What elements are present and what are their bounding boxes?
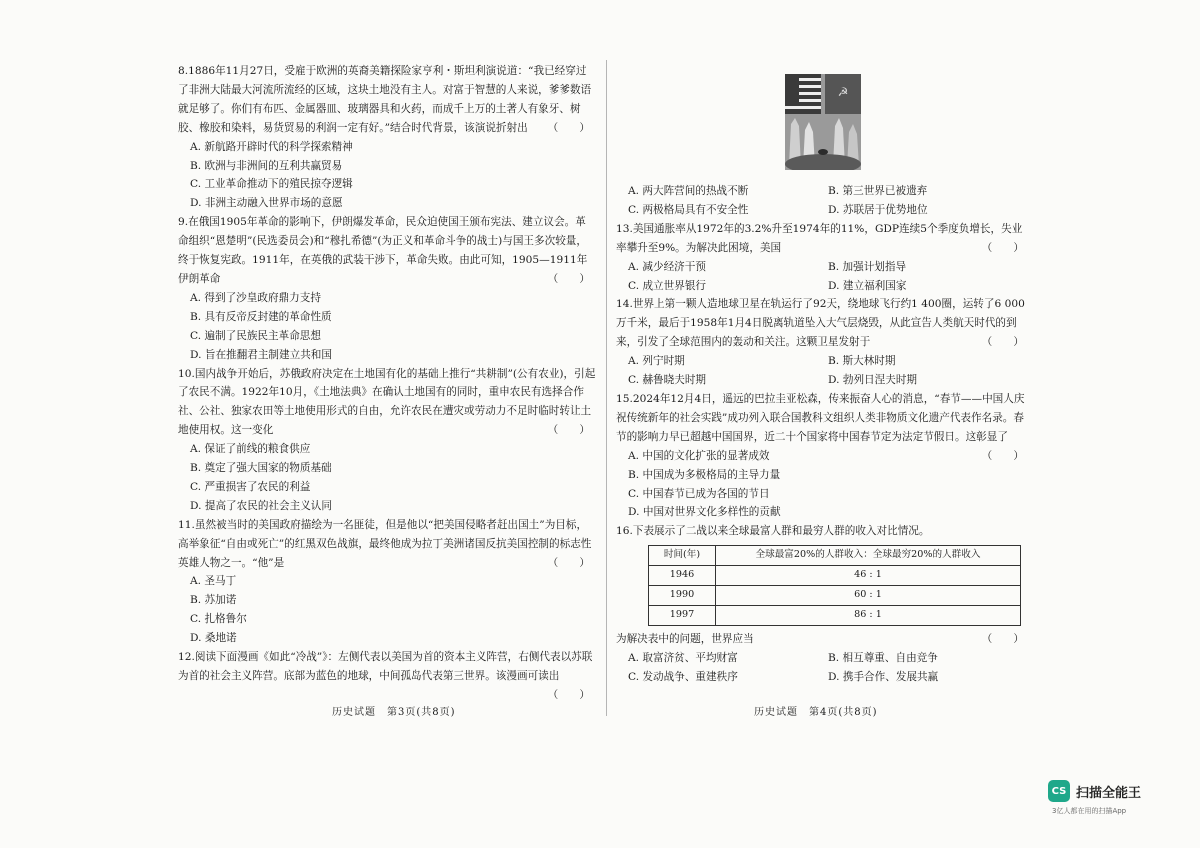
option: D. 苏联居于优势地位	[828, 203, 928, 216]
question-12-options-row1	[616, 182, 1030, 201]
option: B. 斯大林时期	[828, 355, 896, 368]
right-page-footer: 历史试题 第4页(共8页)	[754, 707, 878, 718]
table-header: 时间(年)	[649, 546, 716, 566]
option: C. 遍制了民族民主革命思想	[190, 329, 321, 342]
question-13: 13.美国通胀率从1972年的3.2%升至1974年的11%，GDP连续5个季度负增长，失业率攀升至9%。为解决此困境，美国 （ ） A. 减少经济干预 B. 加强计划指导 C. 成立世界银行 D. 建立福利国家	[616, 220, 1030, 296]
income-ratio-table	[648, 545, 1021, 626]
option: C. 成立世界银行	[628, 279, 707, 292]
table-cell: 1946	[649, 566, 716, 586]
option: A. 圣马丁	[190, 575, 237, 588]
question-16: 16.下表展示了二战以来全球最富人群和最穷人群的收入对比情况。 时间(年) 全球最富20%的人群收入：全球最穷20%的人群收入 1946 46 : 1 1990 60 : 1 1997 86 : 1 为解决表中的问题，世界应当 （ ） A. 取富济贫、平均财富 B. 相互尊重、自由竞争 C. 发动战争、重建秩序 D. 携手合作、发展共赢	[616, 522, 1030, 687]
table-header-row	[649, 546, 1021, 566]
question-stem: 在俄国1905年革命的影响下，伊朗爆发革命，民众迫使国王颁布宪法、建立议会。革命组织“恩楚明”(民选委员会)和“穆扎希德”(为正义和革命斗争的战士)与国王多次较量，终于恢复宪政。1911年，在英俄的武装干涉下，革命失败。由此可知，1905—1911年伊朗革命	[178, 216, 588, 285]
left-page	[178, 62, 596, 705]
answer-paren: （ ）	[981, 241, 1024, 254]
answer-paren: （ ）	[547, 688, 590, 701]
answer-paren: （ ）	[547, 121, 590, 134]
left-page-footer: 历史试题 第3页(共8页)	[332, 707, 456, 718]
option: A. 两大阵营间的热战不断	[628, 185, 749, 197]
answer-paren: （ ）	[547, 424, 590, 437]
option: B. 具有反帝反封建的革命性质	[190, 310, 332, 323]
question-10: 10.国内战争开始后，苏俄政府决定在土地国有化的基础上推行“共耕制”(公有农业)，引起了农民不满。1922年10月，《土地法典》在确认土地国有的同时，重申农民有选择合作社、公社、独家农田等土地使用形式的自由，允许农民在遭灾或劳动力不足时临时转让土地使用权。这一变化 （ ） A. 保证了前线的粮食供应 B. 奠定了强大国家的物质基础 C. 严重损害了农民的利益 D. 提高了农民的社会主义认同	[178, 365, 596, 516]
option: D. 提高了农民的社会主义认同	[190, 499, 332, 512]
cold-war-cartoon-image	[785, 74, 861, 170]
option: B. 第三世界已被遗弃	[828, 185, 928, 197]
question-stem: 下表展示了二战以来全球最富人群和最穷人群的收入对比情况。	[632, 525, 930, 538]
option: C. 两极格局具有不安全性	[628, 203, 749, 216]
option: C. 发动战争、重建秩序	[628, 671, 738, 684]
table-cell: 46 : 1	[716, 566, 1021, 586]
question-stem: 国内战争开始后，苏俄政府决定在土地国有化的基础上推行“共耕制”(公有农业)，引起了农民不满。1922年10月，《土地法典》在确认土地国有的同时，重申农民有选择合作社、公社、独家农田等土地使用形式的自由，允许农民在遭灾或劳动力不足时临时转让土地使用权。这一变化	[178, 367, 596, 437]
option: D. 桑地诺	[190, 632, 237, 645]
right-page	[616, 66, 1030, 687]
question-stem: 2024年12月4日，遥远的巴拉圭亚松森，传来振奋人心的消息，“春节——中国人庆祝传统新年的社会实践”成功列入联合国教科文组织人类非物质文化遗产代表作名录。春节的影响力早已超越中国国界，近二十个国家将中国春节定为法定节假日。这彰显了	[616, 392, 1025, 443]
option: A. 列宁时期	[628, 355, 685, 368]
question-9: 9.在俄国1905年革命的影响下，伊朗爆发革命，民众迫使国王颁布宪法、建立议会。革命组织“恩楚明”(民选委员会)和“穆扎希德”(为正义和革命斗争的战士)与国王多次较量，终于恢复宪政。1911年，在英俄的武装干涉下，革命失败。由此可知，1905—1911年伊朗革命 （ ） A. 得到了沙皇政府鼎力支持 B. 具有反帝反封建的革命性质 C. 遍制了民族民主革命思想 D. 旨在推翻君主制建立共和国	[178, 213, 596, 364]
question-15: 15.2024年12月4日，遥远的巴拉圭亚松森，传来振奋人心的消息，“春节——中国人庆祝传统新年的社会实践”成功列入联合国教科文组织人类非物质文化遗产代表作名录。春节的影响力早已超越中国国界，近二十个国家将中国春节定为法定节假日。这彰显了 （ ） A. 中国的文化扩张的显著成效 B. 中国成为多极格局的主导力量 C. 中国春节已成为各国的节日 D. 中国对世界文化多样性的贡献	[616, 390, 1030, 522]
question-stem: 1886年11月27日，受雇于欧洲的英裔美籍探险家亨利・斯坦利演说道：“我已经穿过了非洲大陆最大河流所流经的区域，这块土地没有主人。对富于智慧的人来说，爹爹数语就足够了。你们有布匹、金属器皿、玻璃器具和火药，而成千上万的土著人有象牙、树胶、橡胶和染料，易货贸易的利润一定有好。”结合时代背景，该演说折射出	[178, 65, 592, 134]
option: C. 工业革命推动下的殖民掠夺逻辑	[190, 178, 353, 191]
question-stem: 美国通胀率从1972年的3.2%升至1974年的11%，GDP连续5个季度负增长，失业率攀升至9%。为解决此困境，美国	[616, 222, 1023, 254]
option: C. 中国春节已成为各国的节日	[628, 487, 770, 500]
svg-text:☭: ☭	[837, 85, 849, 99]
answer-paren: （ ）	[547, 556, 590, 569]
question-stem: 阅读下面漫画《如此“冷战”》：左侧代表以美国为首的资本主义阵营，右侧代表以苏联为首的社会主义阵营。底部为蓝色的地球，中间孤岛代表第三世界。该漫画可读出	[178, 651, 593, 682]
option: A. 取富济贫、平均财富	[628, 652, 738, 665]
option: C. 赫鲁晓夫时期	[628, 374, 707, 387]
answer-paren: （ ）	[547, 272, 590, 285]
question-8: 8.1886年11月27日，受雇于欧洲的英裔美籍探险家亨利・斯坦利演说道：“我已经穿过了非洲大陆最大河流所流经的区域，这块土地没有主人。对富于智慧的人来说，爹爹数语就足够了。你们有布匹、金属器皿、玻璃器具和火药，而成千上万的土著人有象牙、树胶、橡胶和染料，易货贸易的利润一定有好。”结合时代背景，该演说折射出 （ ） A. 新航路开辟时代的科学探索精神 B. 欧洲与非洲间的互利共赢贸易 C. 工业革命推动下的殖民掠夺逻辑 D. 非洲主动融入世界市场的意愿	[178, 62, 596, 213]
table-cell: 1997	[649, 606, 716, 626]
option: D. 建立福利国家	[828, 279, 907, 292]
option: D. 中国对世界文化多样性的贡献	[628, 506, 781, 519]
option: D. 勃列日涅夫时期	[828, 374, 918, 387]
option: C. 严重损害了农民的利益	[190, 480, 311, 493]
answer-paren: （ ）	[981, 336, 1024, 349]
table-cell: 60 : 1	[716, 586, 1021, 606]
question-stem-continued: 为解决表中的问题，世界应当	[616, 633, 754, 646]
page-divider	[606, 60, 607, 716]
option: D. 非洲主动融入世界市场的意愿	[190, 197, 343, 210]
option: A. 减少经济干预	[628, 260, 706, 273]
option: A. 得到了沙皇政府鼎力支持	[190, 291, 321, 304]
question-14: 14.世界上第一颗人造地球卫星在轨运行了92天，绕地球飞行约1 400圈，运转了6 000万千米，最后于1958年1月4日脱离轨道坠入大气层烧毁，从此宣告人类航天时代的到来，引发了全球范围内的轰动和关注。这颗卫星发射于 （ ） A. 列宁时期 B. 斯大林时期 C. 赫鲁晓夫时期 D. 勃列日涅夫时期	[616, 295, 1030, 390]
option: B. 中国成为多极格局的主导力量	[628, 468, 781, 481]
option: C. 扎格鲁尔	[190, 613, 247, 626]
option: A. 中国的文化扩张的显著成效	[628, 449, 770, 462]
scanner-watermark	[1048, 780, 1141, 802]
table-cell: 1990	[649, 586, 716, 606]
question-stem: 世界上第一颗人造地球卫星在轨运行了92天，绕地球飞行约1 400圈，运转了6 000万千米，最后于1958年1月4日脱离轨道坠入大气层烧毁，从此宣告人类航天时代的到来，引发了全球范围内的轰动和关注。这颗卫星发射于	[616, 298, 1025, 349]
table-cell: 86 : 1	[716, 606, 1021, 626]
option: B. 相互尊重、自由竞争	[828, 652, 938, 665]
table-row	[649, 586, 1021, 606]
table-row	[649, 606, 1021, 626]
question-stem: 虽然被当时的美国政府描绘为一名匪徒，但是他以“把美国侵略者赶出国土”为目标，高举象征“自由或死亡”的红黑双色战旗，最终他成为拉丁美洲诸国反抗美国控制的标志性英雄人物之一。“他”是	[178, 518, 592, 569]
option: B. 奠定了强大国家的物质基础	[190, 462, 332, 475]
answer-paren: （ ）	[981, 449, 1024, 462]
option: A. 保证了前线的粮食供应	[190, 443, 311, 456]
table-header: 全球最富20%的人群收入：全球最穷20%的人群收入	[716, 546, 1021, 566]
table-row	[649, 566, 1021, 586]
question-12: 12.阅读下面漫画《如此“冷战”》：左侧代表以美国为首的资本主义阵营，右侧代表以苏联为首的社会主义阵营。底部为蓝色的地球，中间孤岛代表第三世界。该漫画可读出 （ ）	[178, 651, 593, 701]
scanner-app-name: 扫描全能王	[1076, 785, 1142, 801]
question-11: 11.虽然被当时的美国政府描绘为一名匪徒，但是他以“把美国侵略者赶出国土”为目标，高举象征“自由或死亡”的红黑双色战旗，最终他成为拉丁美洲诸国反抗美国控制的标志性英雄人物之一。“他”是 （ ） A. 圣马丁 B. 苏加诺 C. 扎格鲁尔 D. 桑地诺	[178, 516, 596, 648]
question-12-options-row2	[616, 201, 1030, 220]
answer-paren: （ ）	[981, 633, 1024, 646]
scanner-tagline: 3亿人都在用的扫描App	[1052, 807, 1127, 815]
option: A. 新航路开辟时代的科学探索精神	[190, 140, 353, 153]
option: B. 欧洲与非洲间的互利共赢贸易	[190, 159, 343, 172]
camscanner-logo-icon: CS	[1048, 780, 1070, 802]
option: D. 携手合作、发展共赢	[828, 671, 939, 684]
option: B. 加强计划指导	[828, 260, 907, 273]
option: B. 苏加诺	[190, 594, 237, 607]
option: D. 旨在推翻君主制建立共和国	[190, 348, 332, 361]
